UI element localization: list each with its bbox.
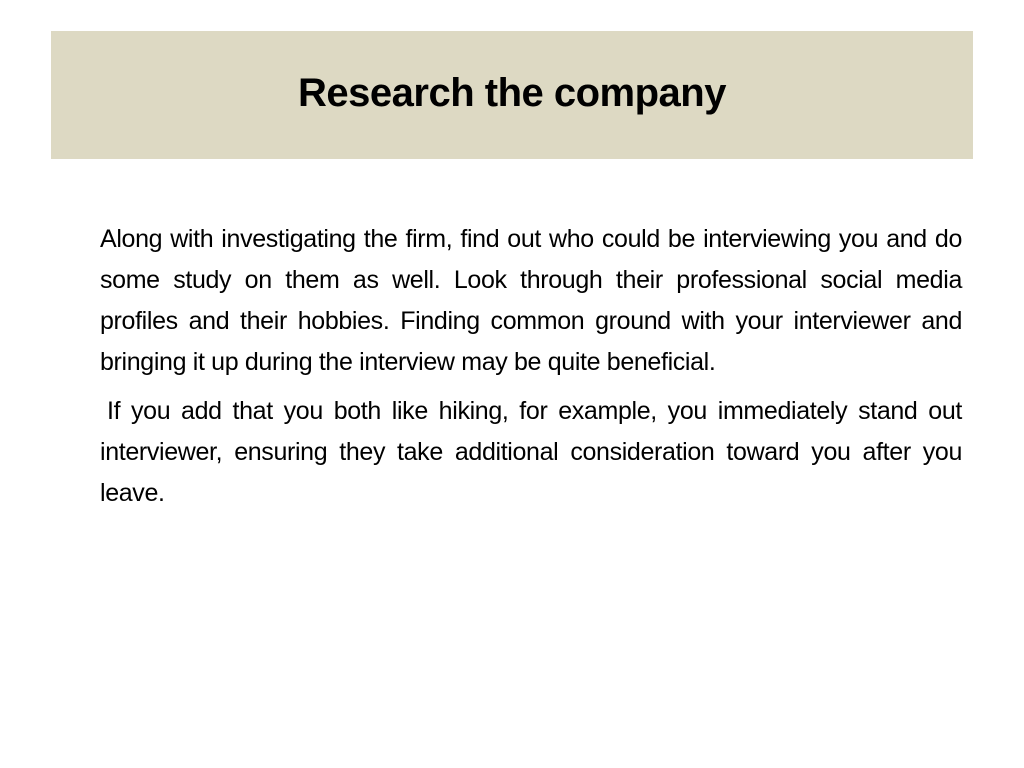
slide-title: Research the company: [298, 71, 726, 115]
body-paragraph-2: [100, 391, 962, 514]
body-paragraph-1: Along with investigating the firm, find out who could be interviewing you and do some study on them as well. Look through their professional social media profiles and their hobbies. Finding common ground with your interviewer and bringing it up during the interview may be quite beneficial.: [100, 225, 962, 376]
body-paragraph-2-text: If you add that you both like hiking, for example, you immediately stand out interviewer, ensuring they take additional consideration toward you after you leave.: [100, 397, 962, 507]
title-band: [51, 31, 973, 159]
slide-body: [100, 219, 962, 514]
